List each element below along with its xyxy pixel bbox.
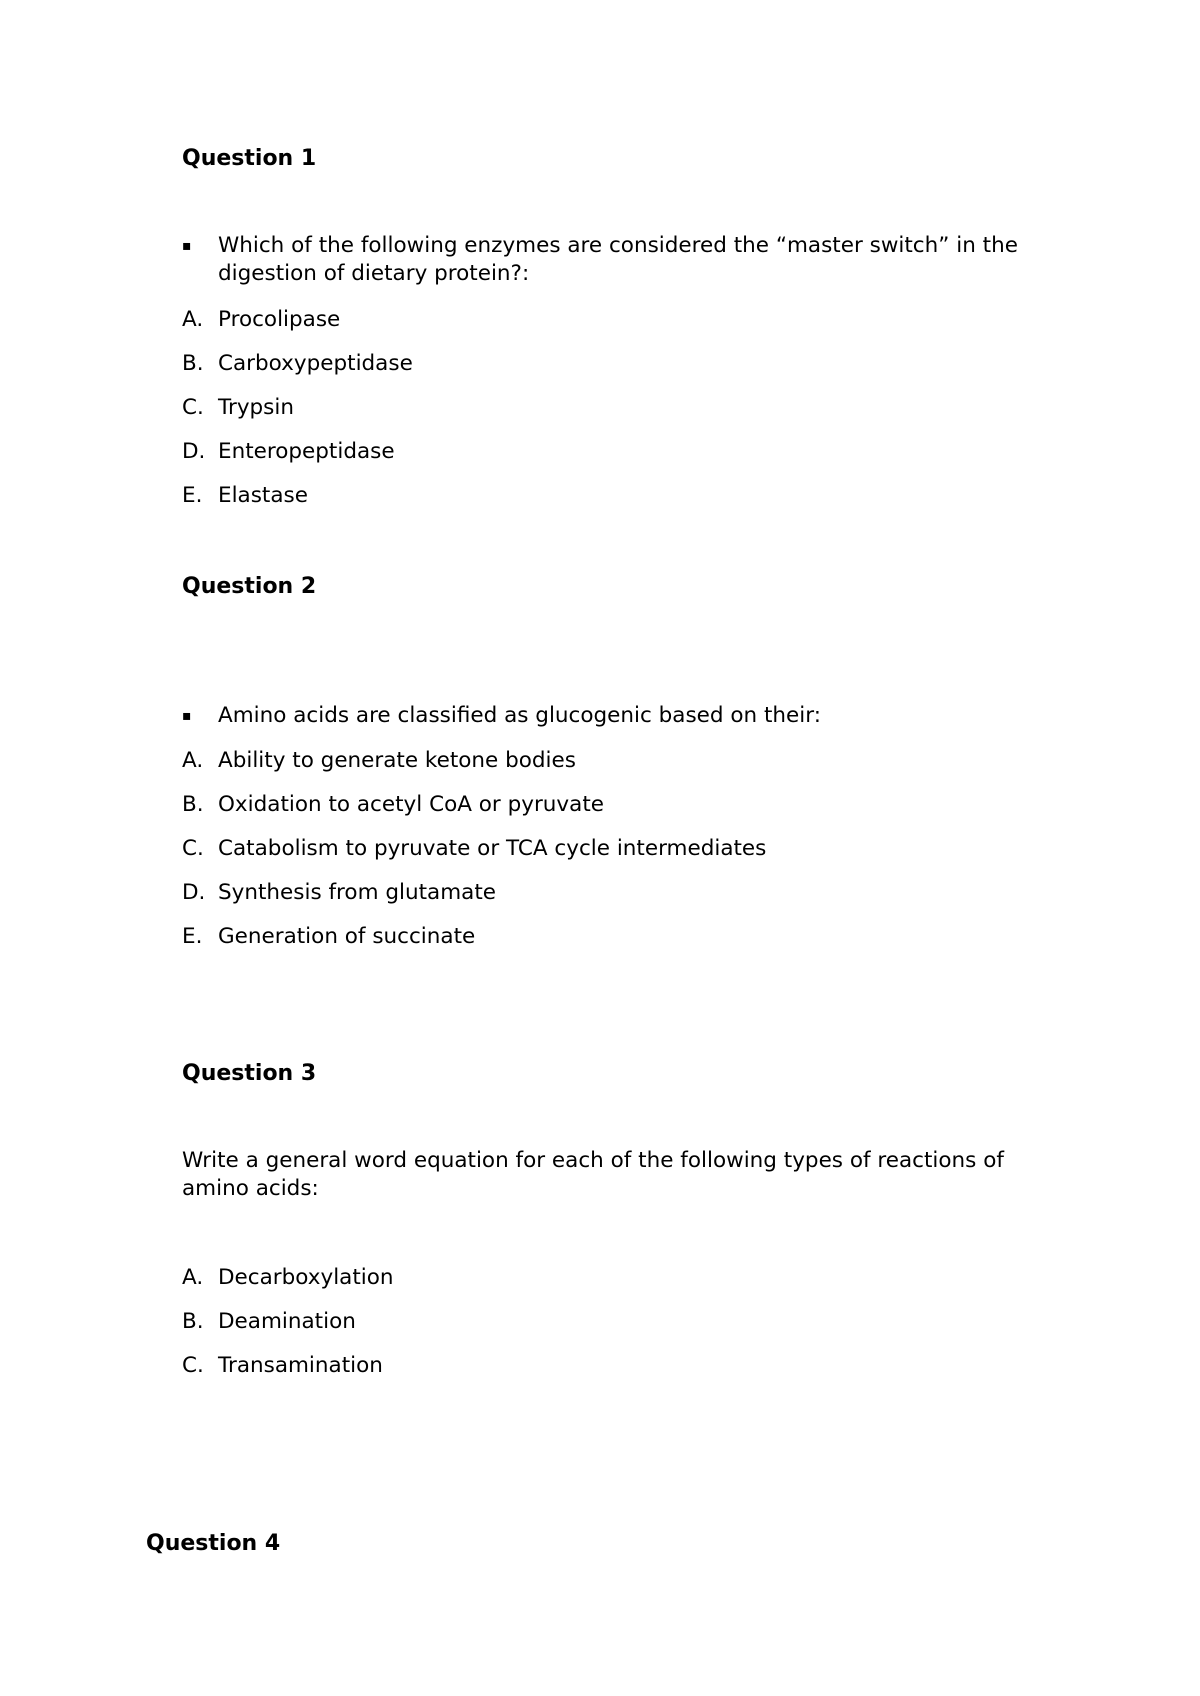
option-text: Synthesis from glutamate — [218, 880, 496, 905]
question-3-prompt: Write a general word equation for each of the following types of reactions of amino acids: — [182, 1148, 1004, 1201]
option-text: Carboxypeptidase — [218, 351, 413, 376]
option-text: Generation of succinate — [218, 924, 476, 949]
option-text: Enteropeptidase — [218, 439, 395, 464]
option-letter: B. — [182, 792, 204, 817]
option-letter: D. — [182, 880, 206, 905]
option-letter: C. — [182, 1353, 204, 1378]
question-2-prompt — [182, 702, 1062, 730]
option-text: Transamination — [218, 1353, 383, 1378]
option-text: Catabolism to pyruvate or TCA cycle intermediates — [218, 836, 767, 861]
question-2-prompt-text: Amino acids are classified as glucogenic based on their: — [218, 703, 821, 728]
option-letter: A. — [182, 307, 204, 332]
bullet-icon: ▪ — [182, 238, 192, 254]
option-text: Procolipase — [218, 307, 341, 332]
question-3-option-c — [182, 1352, 1062, 1380]
option-letter: D. — [182, 439, 206, 464]
question-3-option-b — [182, 1308, 1062, 1336]
question-2-option-e — [182, 923, 1062, 951]
option-text: Trypsin — [218, 395, 294, 420]
question-1-option-e — [182, 482, 1062, 510]
question-1-option-b — [182, 350, 1062, 378]
option-letter: B. — [182, 351, 204, 376]
question-1-prompt — [182, 232, 1062, 288]
option-letter: C. — [182, 395, 204, 420]
question-1-option-d — [182, 438, 1062, 466]
question-2-heading: Question 2 — [182, 574, 317, 599]
option-text: Ability to generate ketone bodies — [218, 748, 576, 773]
option-letter: E. — [182, 483, 203, 508]
option-letter: A. — [182, 1265, 204, 1290]
question-2-option-a — [182, 747, 1062, 775]
question-3-option-a — [182, 1264, 1062, 1292]
option-letter: A. — [182, 748, 204, 773]
question-3-heading: Question 3 — [182, 1061, 317, 1086]
option-letter: C. — [182, 836, 204, 861]
question-1-heading: Question 1 — [182, 146, 317, 171]
question-2-option-c — [182, 835, 1062, 863]
option-text: Oxidation to acetyl CoA or pyruvate — [218, 792, 604, 817]
option-text: Elastase — [218, 483, 308, 508]
bullet-icon: ▪ — [182, 708, 192, 724]
option-letter: B. — [182, 1309, 204, 1334]
question-1-option-c — [182, 394, 1062, 422]
option-text: Deamination — [218, 1309, 356, 1334]
question-1-option-a — [182, 306, 1062, 334]
question-4-heading: Question 4 — [146, 1531, 281, 1556]
question-2-option-d — [182, 879, 1062, 907]
option-text: Decarboxylation — [218, 1265, 394, 1290]
question-1-prompt-text: Which of the following enzymes are considered the “master switch” in the digestion of dietary protein?: — [218, 233, 1018, 286]
question-2-option-b — [182, 791, 1062, 819]
option-letter: E. — [182, 924, 203, 949]
